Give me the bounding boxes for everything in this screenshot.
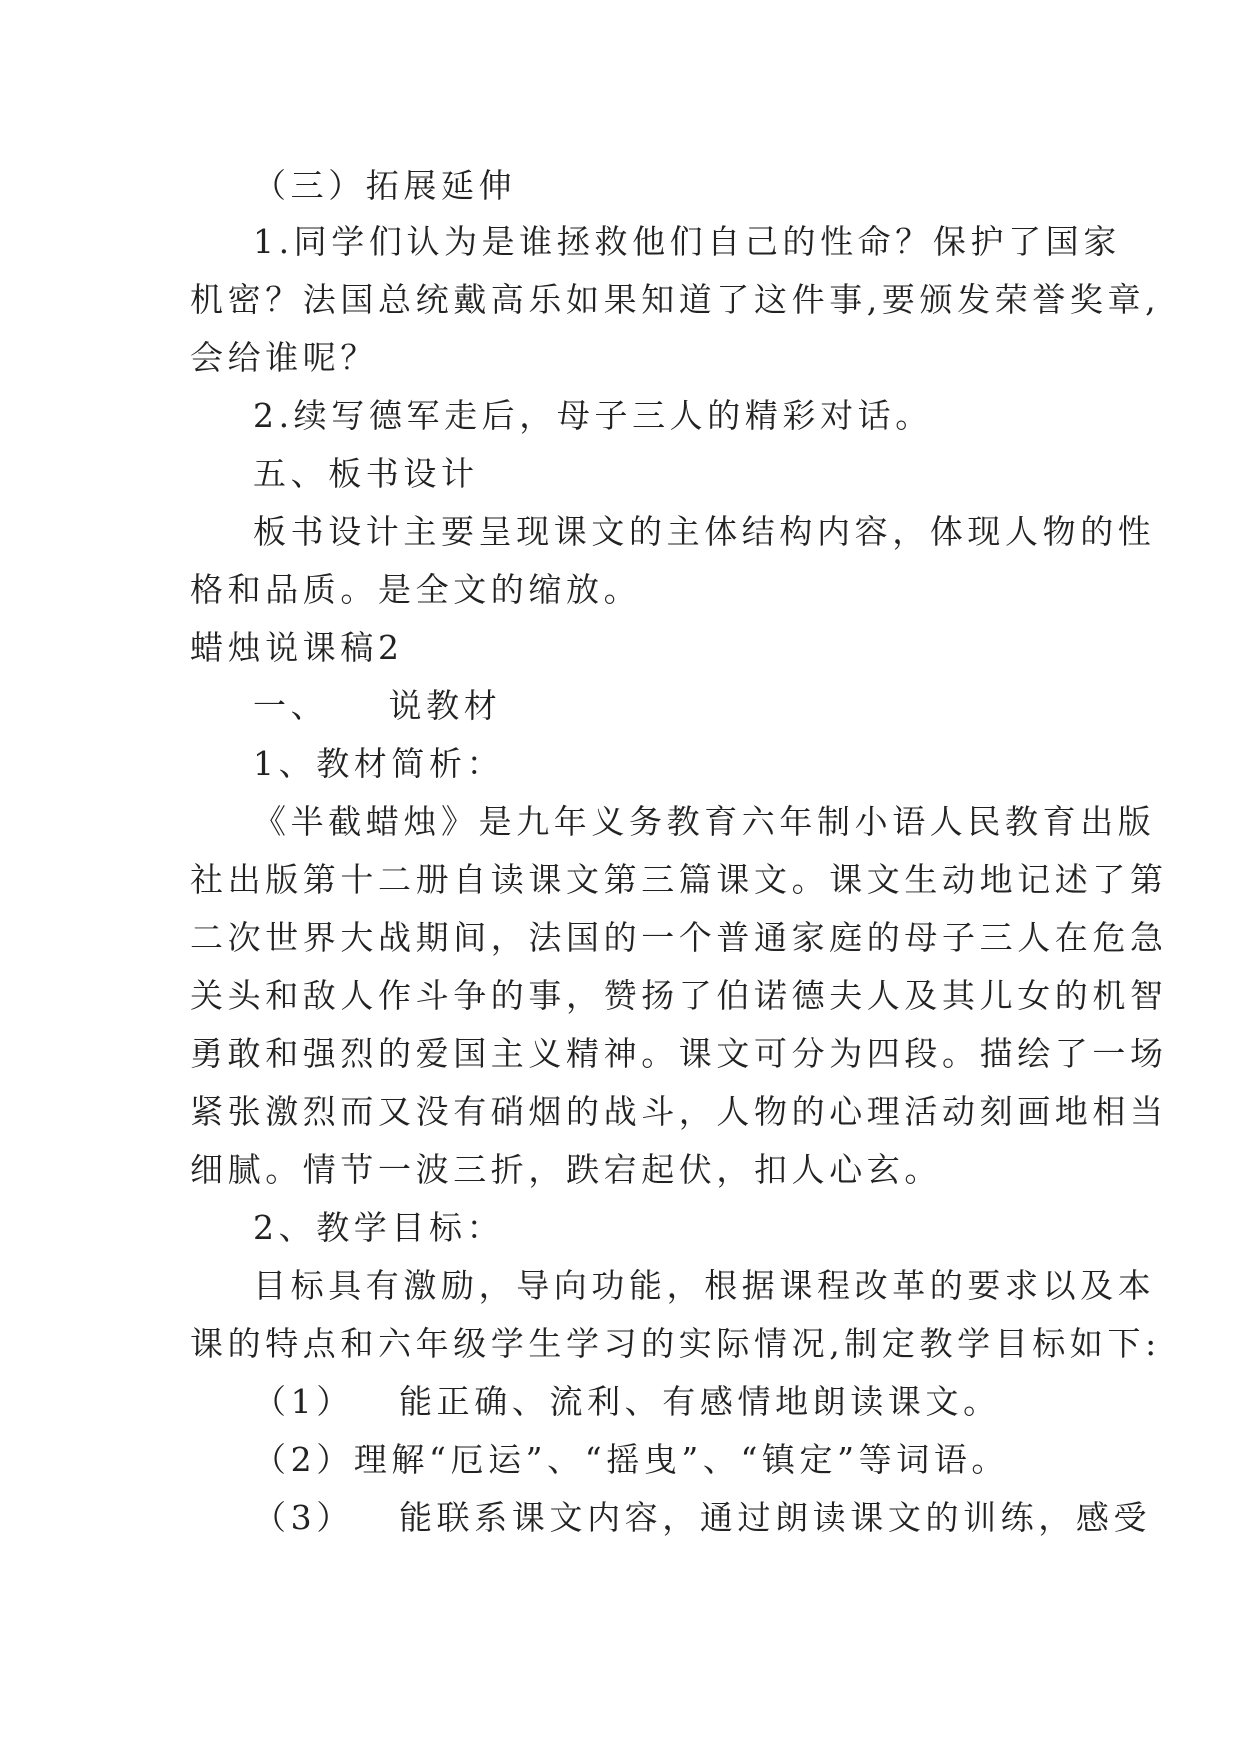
paragraph-line: 紧张激烈而又没有硝烟的战斗，人物的心理活动刻画地相当 <box>190 1092 1168 1131</box>
document-title: 蜡烛说课稿2 <box>190 628 404 667</box>
paragraph-line: 板书设计主要呈现课文的主体结构内容，体现人物的性 <box>253 512 1156 551</box>
paragraph-line: 细腻。情节一波三折，跌宕起伏，扣人心玄。 <box>190 1150 942 1189</box>
paragraph-line: 目标具有激励，导向功能，根据课程改革的要求以及本 <box>253 1266 1156 1305</box>
section-heading-board-design: 五、板书设计 <box>253 454 479 493</box>
paragraph-line: 勇敢和强烈的爱国主义精神。课文可分为四段。描绘了一场 <box>190 1034 1168 1073</box>
paragraph-line: 社出版第十二册自读课文第三篇课文。课文生动地记述了第 <box>190 860 1168 899</box>
subsection-heading-teaching-goals: 2、教学目标： <box>253 1208 505 1247</box>
section-heading-teaching-material: 一、 说教材 <box>253 686 502 725</box>
goal-item-3: （3） 能联系课文内容，通过朗读课文的训练，感受 <box>253 1498 1152 1537</box>
paragraph-line: 会给谁呢？ <box>190 338 378 377</box>
paragraph-line: 《半截蜡烛》是九年义务教育六年制小语人民教育出版 <box>253 802 1156 841</box>
paragraph-line: 二次世界大战期间，法国的一个普通家庭的母子三人在危急 <box>190 918 1168 957</box>
goal-item-1: （1） 能正确、流利、有感情地朗读课文。 <box>253 1382 1001 1421</box>
paragraph-line: 关头和敌人作斗争的事，赞扬了伯诺德夫人及其儿女的机智 <box>190 976 1168 1015</box>
paragraph-line: 格和品质。是全文的缩放。 <box>190 570 642 609</box>
paragraph-line: 2.续写德军走后，母子三人的精彩对话。 <box>253 396 933 435</box>
paragraph-line: 1.同学们认为是谁拯救他们自己的性命？保护了国家 <box>253 222 1121 261</box>
subsection-heading-extension: （三）拓展延伸 <box>253 166 517 205</box>
subsection-heading-material-analysis: 1、教材简析： <box>253 744 505 783</box>
paragraph-line: 机密？法国总统戴高乐如果知道了这件事,要颁发荣誉奖章, <box>190 280 1161 319</box>
goal-item-2: （2）理解“厄运”、“摇曳”、“镇定”等词语。 <box>253 1440 1010 1479</box>
paragraph-line: 课的特点和六年级学生学习的实际情况,制定教学目标如下: <box>190 1324 1161 1363</box>
